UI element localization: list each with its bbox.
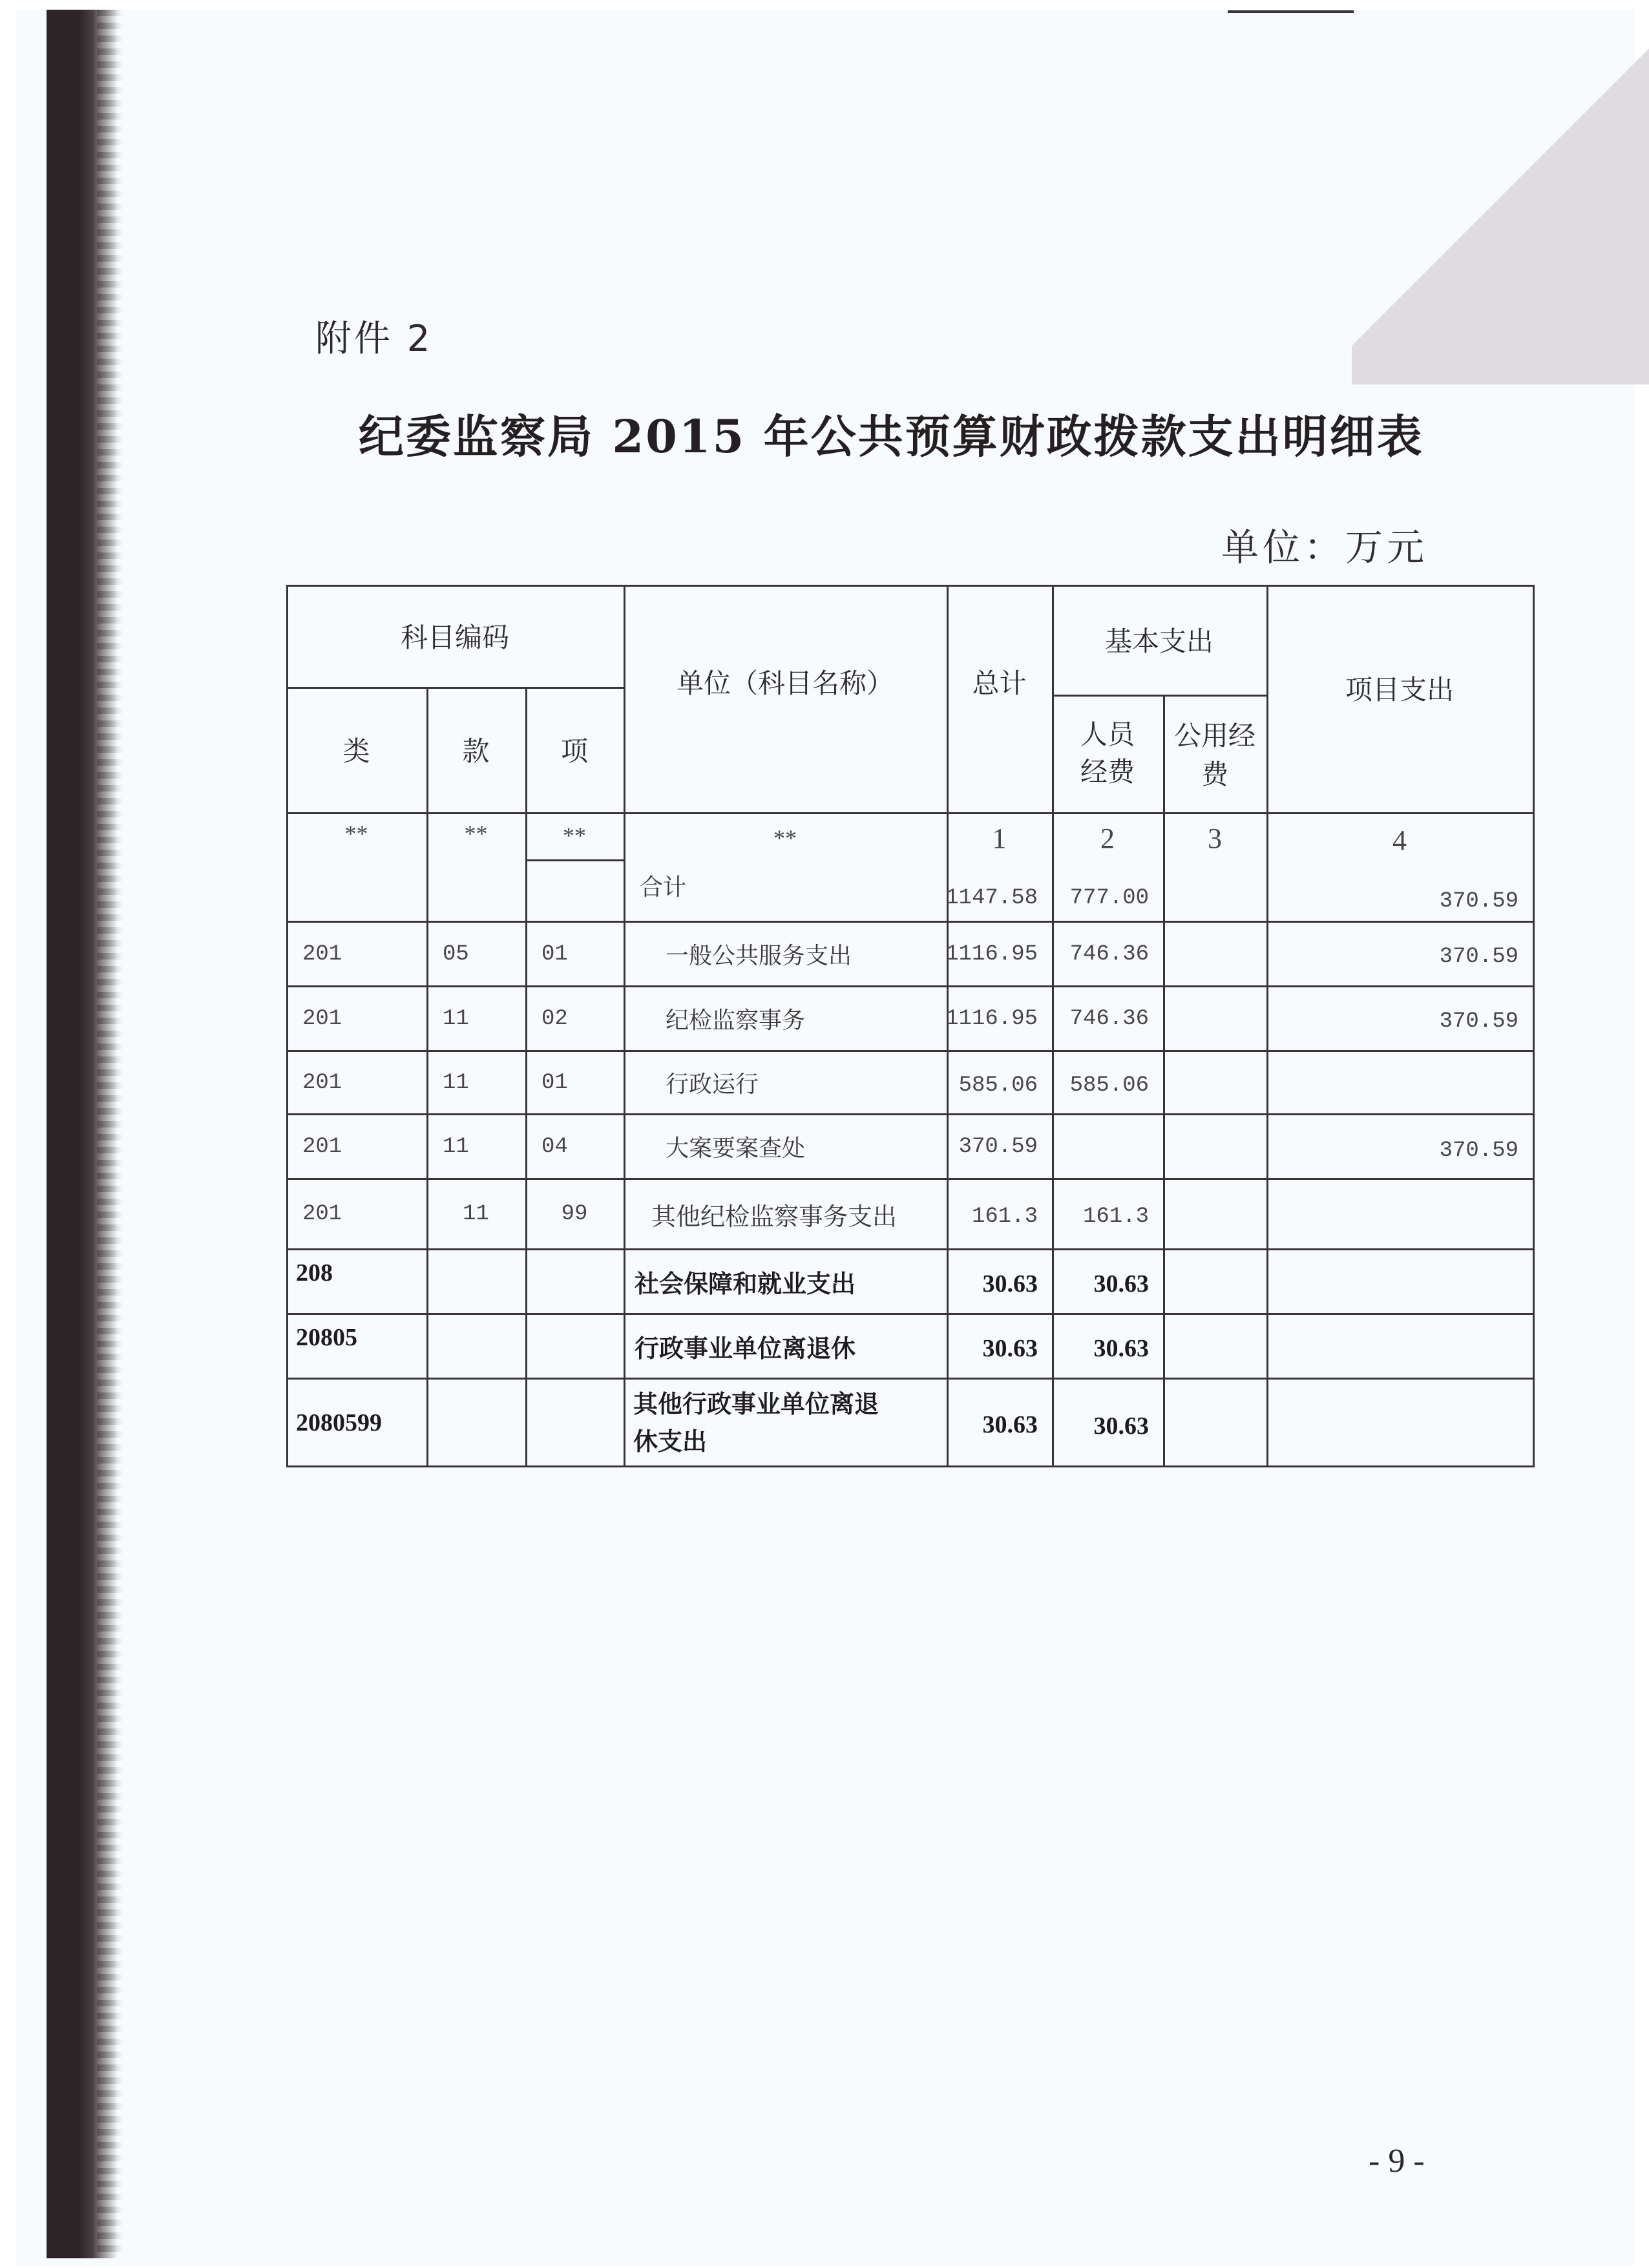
row-7-item xyxy=(525,1380,624,1465)
row-2-personnel: 585.06 xyxy=(1069,1073,1149,1098)
item-subdivider xyxy=(525,859,624,861)
row-7-class: 2080599 xyxy=(296,1409,382,1436)
row-5-personnel: 30.63 xyxy=(1093,1270,1149,1297)
total-row-total: 1147.58 xyxy=(945,886,1038,910)
index-class: ** xyxy=(344,821,368,846)
index-name: ** xyxy=(773,825,797,851)
row-0-name: 一般公共服务支出 xyxy=(666,943,852,969)
unit-label: 单位：万元 xyxy=(1221,525,1429,569)
row-0-class: 201 xyxy=(302,941,342,967)
binding-texture xyxy=(97,10,123,2258)
row-2-total: 585.06 xyxy=(958,1073,1038,1098)
row-7-personnel: 30.63 xyxy=(1093,1412,1149,1440)
header-section: 款 xyxy=(462,735,490,767)
header-personnel-line2: 经费 xyxy=(1080,756,1135,788)
total-row-personnel: 777.00 xyxy=(1069,886,1149,910)
header-basic-expenditure: 基本支出 xyxy=(1104,625,1213,657)
index-personnel: 2 xyxy=(1100,822,1115,854)
row-7-name-line1: 其他行政事业单位离退 xyxy=(633,1389,879,1418)
row-2-section: 11 xyxy=(443,1070,469,1095)
index-project: 4 xyxy=(1392,824,1407,856)
attachment-label: 附件 2 xyxy=(315,318,433,360)
header-item: 项 xyxy=(560,735,588,767)
row-7-name xyxy=(633,1380,947,1465)
row-4-personnel: 161.3 xyxy=(1082,1204,1149,1229)
index-item: ** xyxy=(563,823,586,848)
row-5-section xyxy=(426,1250,525,1313)
row-2-class: 201 xyxy=(302,1070,342,1095)
total-row-project: 370.59 xyxy=(1439,889,1518,914)
row-4-class: 201 xyxy=(302,1202,342,1226)
header-personnel xyxy=(1052,695,1163,812)
top-edge-shadow xyxy=(1228,10,1354,13)
row-6-class: 20805 xyxy=(296,1324,357,1351)
row-1-personnel: 746.36 xyxy=(1069,1006,1149,1031)
row-1-item: 02 xyxy=(541,1006,568,1031)
row-5-item xyxy=(525,1250,624,1313)
row-5-total: 30.63 xyxy=(982,1270,1038,1297)
row-7-total: 30.63 xyxy=(982,1411,1038,1438)
row-6-project xyxy=(1266,1317,1533,1380)
total-row-name: 合计 xyxy=(640,874,687,901)
row-4-total: 161.3 xyxy=(971,1204,1038,1229)
row-6-personnel: 30.63 xyxy=(1093,1334,1149,1362)
row-6-name: 行政事业单位离退休 xyxy=(635,1334,856,1363)
row-1-project: 370.59 xyxy=(1439,1009,1518,1034)
row-6-total: 30.63 xyxy=(982,1334,1038,1362)
header-subject-code: 科目编码 xyxy=(400,622,509,653)
row-7-name-line2: 休支出 xyxy=(633,1426,708,1456)
row-4-item: 99 xyxy=(561,1202,588,1226)
row-3-personnel xyxy=(1052,1115,1163,1178)
folded-corner xyxy=(1352,10,1649,384)
row-3-section: 11 xyxy=(443,1134,469,1159)
row-1-name: 纪检监察事务 xyxy=(666,1007,806,1034)
header-public: 公用经费 xyxy=(1173,720,1255,790)
row-3-class: 201 xyxy=(302,1134,342,1159)
row-6-section xyxy=(426,1315,525,1378)
index-total: 1 xyxy=(992,822,1007,854)
page-number: - 9 - xyxy=(1369,2143,1425,2179)
row-0-total: 1116.95 xyxy=(945,941,1038,967)
header-class: 类 xyxy=(342,735,370,767)
row-2-name: 行政运行 xyxy=(666,1071,759,1098)
row-3-project: 370.59 xyxy=(1439,1138,1518,1163)
index-public: 3 xyxy=(1208,822,1222,854)
row-1-section: 11 xyxy=(443,1006,469,1031)
row-7-section xyxy=(426,1380,525,1465)
row-3-total: 370.59 xyxy=(958,1134,1038,1159)
header-total: 总计 xyxy=(972,667,1027,699)
row-5-project xyxy=(1266,1252,1533,1315)
index-section: ** xyxy=(464,821,488,846)
row-7-project xyxy=(1266,1383,1533,1469)
row-4-project xyxy=(1266,1182,1533,1251)
row-5-class: 208 xyxy=(296,1259,333,1286)
row-0-section: 05 xyxy=(443,941,469,967)
row-0-project: 370.59 xyxy=(1439,944,1518,969)
row-6-item xyxy=(525,1315,624,1378)
row-3-item: 04 xyxy=(541,1134,568,1159)
row-0-item: 01 xyxy=(541,941,568,967)
row-3-name: 大案要案查处 xyxy=(666,1135,806,1162)
header-personnel-line1: 人员 xyxy=(1080,719,1135,750)
row-2-item: 01 xyxy=(541,1070,568,1095)
row-2-project xyxy=(1266,1055,1533,1116)
row-5-name: 社会保障和就业支出 xyxy=(635,1269,856,1298)
document-title: 纪委监察局 2015 年公共预算财政拨款支出明细表 xyxy=(359,410,1424,463)
table-border-right xyxy=(1533,585,1535,1467)
header-project: 项目支出 xyxy=(1345,674,1454,706)
row-4-name: 其他纪检监察事务支出 xyxy=(651,1202,898,1231)
header-name: 单位（科目名称） xyxy=(676,667,894,699)
row-1-class: 201 xyxy=(302,1006,342,1031)
row-4-section: 11 xyxy=(463,1202,489,1226)
row-0-personnel: 746.36 xyxy=(1069,941,1149,967)
row-1-total: 1116.95 xyxy=(945,1006,1038,1031)
